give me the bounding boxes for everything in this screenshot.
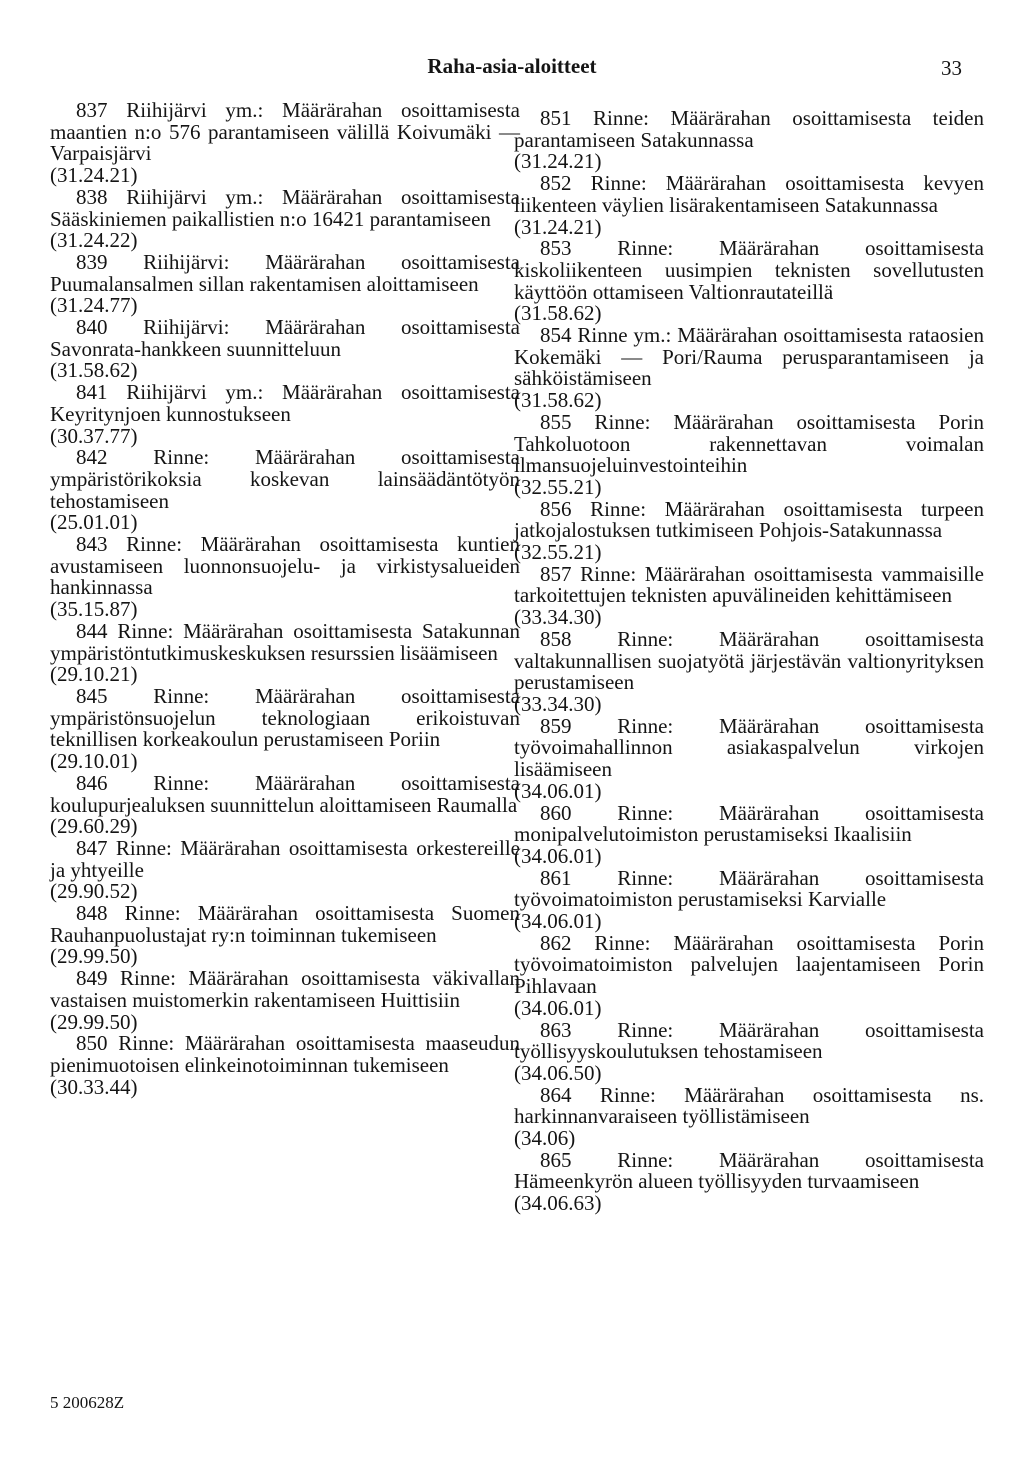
budget-reference: (25.01.01): [50, 510, 138, 535]
right-column: [514, 108, 984, 1215]
motion-text: 840 Riihijärvi: Määrärahan osoittamisesta Savonrata-hankkeen suunnitteluun: [50, 315, 520, 361]
left-column: [50, 100, 520, 1098]
motion-entry: [50, 184, 520, 253]
motion-entry: [514, 626, 984, 716]
budget-reference: (31.24.21): [514, 214, 602, 239]
budget-reference: (29.60.29): [50, 814, 138, 839]
motion-text: 842 Rinne: Määrärahan osoittamisesta ympäristörikoksia koskevan lainsäädäntötyön tehostamiseen: [50, 445, 520, 513]
budget-reference: (31.58.62): [50, 358, 138, 383]
motion-text: 849 Rinne: Määrärahan osoittamisesta väkivallan vastaisen muistomerkin rakentamiseen Huittisiin: [50, 966, 520, 1012]
motion-entry: [514, 865, 984, 934]
budget-reference: (34.06.01): [514, 778, 602, 803]
motion-text: 838 Riihijärvi ym.: Määrärahan osoittamisesta Sääskiniemen paikallistien n:o 16421 parantamiseen: [50, 184, 520, 231]
motion-entry: [514, 496, 984, 565]
budget-reference: (31.24.77): [50, 293, 138, 318]
motion-text: 858 Rinne: Määrärahan osoittamisesta valtakunnallisen suojatyötä järjestävän valtionyrityksen perustamiseen: [514, 626, 984, 695]
motion-text: 862 Rinne: Määrärahan osoittamisesta Porin työvoimatoimiston palvelujen laajentamiseen Porin Pihlavaan: [514, 930, 984, 999]
budget-reference: (29.10.21): [50, 662, 138, 687]
motion-entry: [514, 930, 984, 1020]
budget-reference: (31.24.21): [514, 149, 602, 174]
motion-entry: [50, 317, 520, 382]
budget-reference: (33.34.30): [514, 605, 602, 630]
motion-text: 845 Rinne: Määrärahan osoittamisesta ympäristönsuojelun teknologiaan erikoistuvan teknillisen korkeakoulun perustamiseen Poriin: [50, 683, 520, 752]
motion-entry: [514, 1147, 984, 1216]
motion-entry: [514, 173, 984, 238]
budget-reference: (29.10.01): [50, 749, 138, 774]
budget-reference: (32.55.21): [514, 474, 602, 499]
motion-entry: [50, 618, 520, 687]
motion-entry: [50, 770, 520, 839]
budget-reference: (34.06): [514, 1126, 576, 1151]
motion-text: 844 Rinne: Määrärahan osoittamisesta Satakunnan ympäristöntutkimuskeskuksen resurssien lisäämiseen: [50, 618, 520, 665]
motion-text: 853 Rinne: Määrärahan osoittamisesta kiskoliikenteen uusimpien teknisten sovellutusten käyttöön ottamiseen Valtionrautateillä: [514, 236, 984, 304]
budget-reference: (29.99.50): [50, 1009, 138, 1034]
motion-entry: [514, 238, 984, 325]
motion-entry: [50, 249, 520, 318]
motion-text: 848 Rinne: Määrärahan osoittamisesta Suomen Rauhanpuolustajat ry:n toiminnan tukemiseen: [50, 901, 520, 947]
running-title: Raha-asia-aloitteet: [427, 54, 597, 78]
motion-entry: [50, 447, 520, 534]
budget-reference: (30.37.77): [50, 423, 138, 448]
budget-reference: (33.34.30): [514, 691, 602, 716]
motion-text: 865 Rinne: Määrärahan osoittamisesta Hämeenkyrön alueen työllisyyden turvaamiseen: [514, 1147, 984, 1194]
motion-text: 856 Rinne: Määrärahan osoittamisesta turpeen jatkojalostuksen tutkimiseen Pohjois-Satakunnassa: [514, 496, 984, 543]
motion-text: 860 Rinne: Määrärahan osoittamisesta monipalvelutoimiston perustamiseksi Ikaalisiin: [514, 800, 984, 847]
motion-entry: [514, 1082, 984, 1151]
footer-code: 5 200628Z: [50, 1393, 125, 1412]
budget-reference: (35.15.87): [50, 597, 138, 622]
budget-reference: (31.58.62): [514, 301, 602, 326]
motion-text: 863 Rinne: Määrärahan osoittamisesta työllisyyskoulutuksen tehostamiseen: [514, 1017, 984, 1064]
motion-entry: [514, 325, 984, 412]
motion-entry: [50, 835, 520, 904]
motion-text: 837 Riihijärvi ym.: Määrärahan osoittamisesta maantien n:o 576 parantamiseen välillä Koivumäki — Varpaisjärvi: [50, 98, 520, 166]
motion-entry: [50, 683, 520, 774]
motion-entry: [50, 968, 520, 1033]
page-number: 33: [941, 56, 962, 80]
budget-reference: (32.55.21): [514, 540, 602, 565]
motion-entry: [514, 800, 984, 868]
motion-text: 850 Rinne: Määrärahan osoittamisesta maaseudun pienimuotoisen elinkeinotoiminnan tukemiseen: [50, 1031, 520, 1077]
motion-text: 857 Rinne: Määrärahan osoittamisesta vammaisille tarkoitettujen teknisten apuvälineiden kehittämiseen: [514, 561, 984, 608]
motion-text: 847 Rinne: Määrärahan osoittamisesta orkestereille ja yhtyeille: [50, 835, 520, 882]
budget-reference: (34.06.01): [514, 909, 602, 934]
motion-entry: [50, 1033, 520, 1098]
motion-entry: [514, 713, 984, 803]
budget-reference: (34.06.50): [514, 1060, 602, 1085]
motion-entry: [514, 409, 984, 499]
motion-entry: [514, 1017, 984, 1085]
motion-text: 864 Rinne: Määrärahan osoittamisesta ns. harkinnanvaraiseen työllistämiseen: [514, 1082, 984, 1129]
motion-text: 854 Rinne ym.: Määrärahan osoittamisesta rataosien Kokemäki — Pori/Rauma perusparantamiseen ja sähköistämiseen: [514, 323, 984, 391]
motion-text: 852 Rinne: Määrärahan osoittamisesta kevyen liikenteen väylien lisärakentamiseen Satakunnassa: [514, 171, 984, 217]
budget-reference: (29.99.50): [50, 944, 138, 969]
motion-text: 843 Rinne: Määrärahan osoittamisesta kuntien avustamiseen luonnonsuojelu- ja virkistysalueiden hankinnassa: [50, 532, 520, 600]
budget-reference: (34.06.01): [514, 843, 602, 868]
budget-reference: (34.06.01): [514, 995, 602, 1020]
budget-reference: (31.58.62): [514, 388, 602, 413]
motion-text: 839 Riihijärvi: Määrärahan osoittamisesta Puumalansalmen sillan rakentamisen aloittamiseen: [50, 249, 520, 296]
motion-entry: [50, 903, 520, 968]
motion-text: 841 Riihijärvi ym.: Määrärahan osoittamisesta Keyritynjoen kunnostukseen: [50, 380, 520, 426]
budget-reference: (31.24.21): [50, 163, 138, 188]
motion-text: 861 Rinne: Määrärahan osoittamisesta työvoimatoimiston perustamiseksi Karvialle: [514, 865, 984, 912]
budget-reference: (31.24.22): [50, 228, 138, 253]
motion-text: 859 Rinne: Määrärahan osoittamisesta työvoimahallinnon asiakaspalvelun virkojen lisäämiseen: [514, 713, 984, 782]
motion-entry: [50, 100, 520, 187]
motion-entry: [50, 382, 520, 447]
budget-reference: (30.33.44): [50, 1074, 138, 1099]
motion-entry: [514, 561, 984, 630]
motion-text: 855 Rinne: Määrärahan osoittamisesta Porin Tahkoluotoon rakennettavan voimalan ilmansuojeluinvestointeihin: [514, 409, 984, 478]
budget-reference: (34.06.63): [514, 1191, 602, 1216]
motion-text: 846 Rinne: Määrärahan osoittamisesta koulupurjealuksen suunnittelun aloittamiseen Raumalla: [50, 770, 520, 817]
motion-entry: [50, 534, 520, 621]
budget-reference: (29.90.52): [50, 879, 138, 904]
motion-text: 851 Rinne: Määrärahan osoittamisesta teiden parantamiseen Satakunnassa: [514, 106, 984, 152]
motion-entry: [514, 108, 984, 173]
